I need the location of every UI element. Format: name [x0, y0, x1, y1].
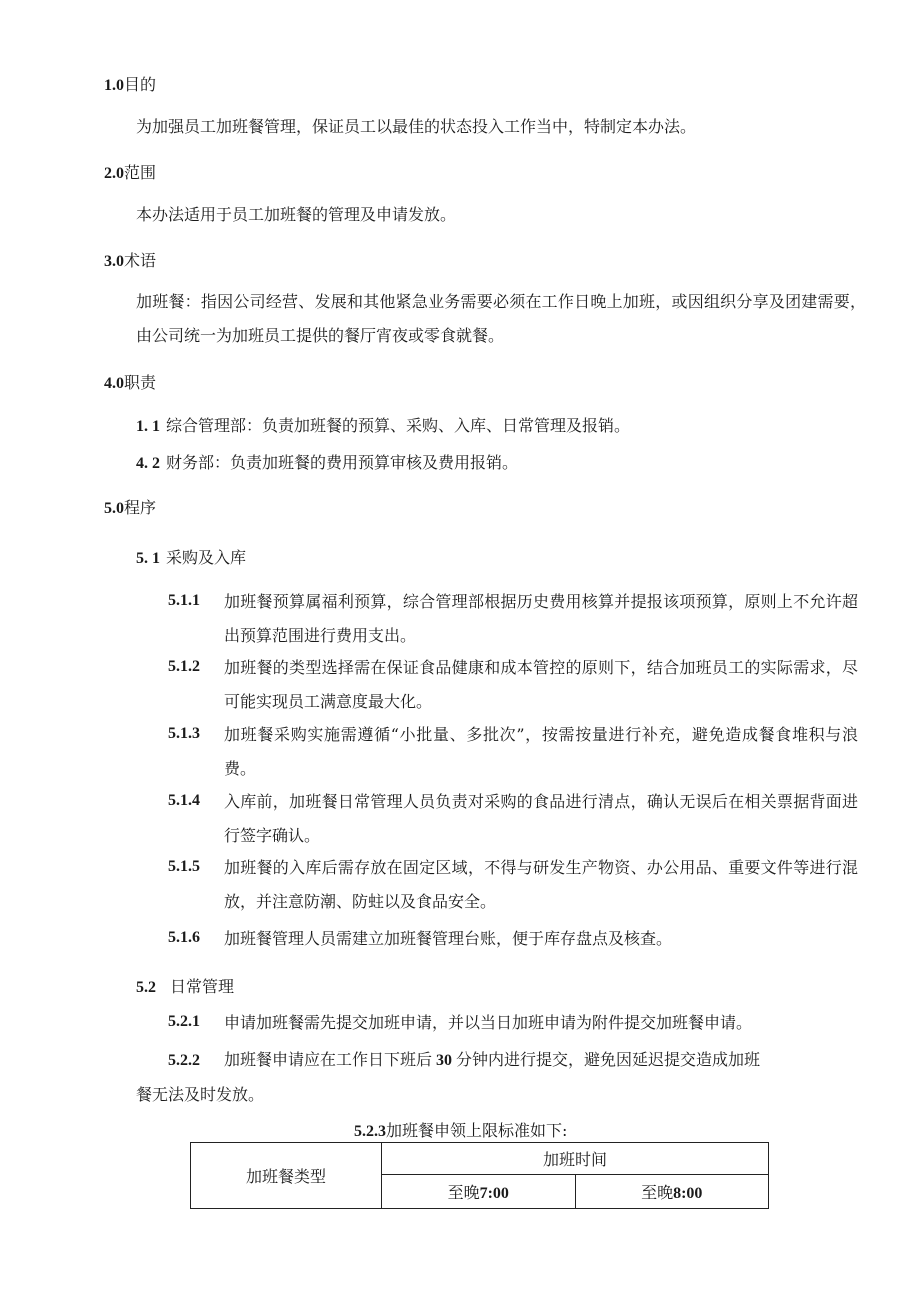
- clause-text-a: 加班餐申请应在工作日下班后: [224, 1050, 433, 1069]
- subsection-5-1-heading: [136, 545, 246, 568]
- header-overtime-time: 加班时间: [382, 1143, 769, 1175]
- section-title: 程序: [124, 498, 157, 517]
- duty-text: 财务部：负责加班餐的费用预算审核及费用报销。: [166, 453, 519, 472]
- clause-text: 加班餐的类型选择需在保证食品健康和成本管控的原则下，结合加班员工的实际需求，尽可能实现员工满意度最大化。: [224, 658, 858, 711]
- subsection-number: 5.2: [136, 979, 156, 996]
- section-5-heading: [104, 495, 156, 518]
- clause-text: 入库前，加班餐日常管理人员负责对采购的食品进行清点，确认无误后在相关票据背面进行签字确认。: [224, 792, 858, 845]
- caption-text: 加班餐申领上限标准如下:: [386, 1121, 568, 1140]
- section-number: 4.0: [104, 375, 124, 392]
- duty-item: [136, 450, 518, 473]
- header-meal-type: 加班餐类型: [191, 1143, 382, 1209]
- section-3-heading: [104, 248, 156, 271]
- section-number: 5.0: [104, 500, 124, 517]
- header-until-8: 至晚8:00: [575, 1175, 769, 1209]
- section-number: 3.0: [104, 253, 124, 270]
- clause-number: 5.1.5: [168, 858, 200, 875]
- clause-number: 5.1.3: [168, 725, 200, 742]
- section-number: 1.0: [104, 77, 124, 94]
- clause-text-b: 分钟内进行提交，避免因延迟提交造成加班: [456, 1050, 761, 1069]
- section-title: 目的: [124, 75, 157, 94]
- duty-number: 4. 2: [136, 455, 160, 472]
- clause-5-2-2: [168, 1047, 760, 1070]
- clause-5-2-2-continuation: 餐无法及时发放。: [136, 1085, 265, 1104]
- clause-number: 5.1.1: [168, 592, 200, 609]
- subsection-5-2-heading: [136, 974, 234, 997]
- section-2-body: 本办法适用于员工加班餐的管理及申请发放。: [136, 205, 457, 224]
- clause-text: 申请加班餐需先提交加班申请，并以当日加班申请为附件提交加班餐申请。: [224, 1013, 753, 1032]
- subsection-title: 采购及入库: [166, 548, 247, 567]
- clause-text: 加班餐预算属福利预算，综合管理部根据历史费用核算并提报该项预算，原则上不允许超出预算范围进行费用支出。: [224, 592, 858, 645]
- caption-number: 5.2.3: [354, 1123, 386, 1140]
- section-title: 范围: [124, 163, 157, 182]
- clause-minutes: 30: [436, 1052, 453, 1069]
- header-until-7: 至晚7:00: [382, 1175, 576, 1209]
- clause-text: 加班餐采购实施需遵循“小批量、多批次”，按需按量进行补充，避免造成餐食堆积与浪费。: [224, 725, 858, 778]
- duty-text: 综合管理部：负责加班餐的预算、采购、入库、日常管理及报销。: [166, 416, 631, 435]
- clause-number: 5.1.6: [168, 929, 200, 946]
- clause-number: 5.2.2: [168, 1052, 200, 1069]
- section-3-body: 加班餐：指因公司经营、发展和其他紧急业务需要必须在工作日晚上加班，或因组织分享及团建需要，由公司统一为加班员工提供的餐厅宵夜或零食就餐。: [136, 292, 866, 345]
- clause-number: 5.1.2: [168, 658, 200, 675]
- meal-limit-table: [190, 1142, 769, 1209]
- section-4-heading: [104, 370, 156, 393]
- section-title: 职责: [124, 373, 157, 392]
- clause-number: 5.1.4: [168, 792, 200, 809]
- duty-number: 1. 1: [136, 418, 160, 435]
- section-number: 2.0: [104, 165, 124, 182]
- clause-text: 加班餐管理人员需建立加班餐管理台账，便于库存盘点及核查。: [224, 929, 673, 948]
- clause-number: 5.2.1: [168, 1013, 200, 1030]
- clause-text: 加班餐的入库后需存放在固定区域，不得与研发生产物资、办公用品、重要文件等进行混放，并注意防潮、防蛀以及食品安全。: [224, 858, 858, 911]
- section-2-heading: [104, 160, 156, 183]
- section-1-heading: [104, 72, 156, 95]
- subsection-number: 5. 1: [136, 550, 160, 567]
- duty-item: [136, 413, 630, 436]
- subsection-title: 日常管理: [170, 977, 235, 996]
- section-title: 术语: [124, 251, 157, 270]
- table-caption: [354, 1118, 567, 1141]
- section-1-body: 为加强员工加班餐管理，保证员工以最佳的状态投入工作当中，特制定本办法。: [136, 117, 697, 136]
